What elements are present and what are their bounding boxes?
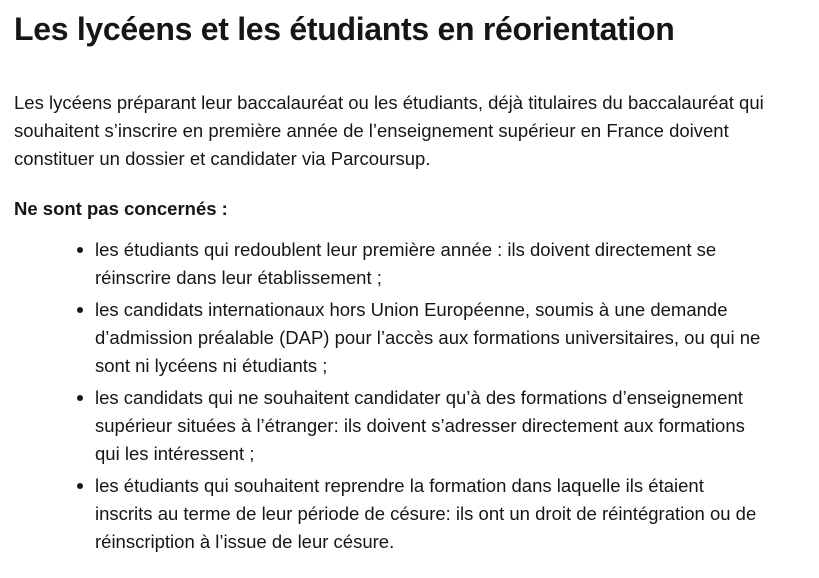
subheading: Ne sont pas concernés :: [14, 198, 228, 219]
intro-line: souhaitent s’inscrire en première année de l’enseignement supérieur en France doivent: [14, 120, 729, 141]
list-item: [95, 384, 807, 468]
list-item: [95, 296, 807, 380]
list-item-line: les candidats internationaux hors Union Européenne, soumis à une demande: [95, 299, 728, 320]
page-title: Les lycéens et les étudiants en réorientation: [14, 11, 675, 47]
list-item-line: inscrits au terme de leur période de césure: ils ont un droit de réintégration ou de: [95, 503, 757, 524]
bullet-icon: [77, 247, 83, 253]
list-item-line: les étudiants qui redoublent leur première année : ils doivent directement se: [95, 239, 717, 260]
list-item-line: réinscription à l’issue de leur césure.: [95, 531, 395, 552]
list-item: [95, 236, 807, 292]
list-item-line: réinscrire dans leur établissement ;: [95, 267, 382, 288]
bullet-icon: [77, 395, 83, 401]
list-item-line: qui les intéressent ;: [95, 443, 255, 464]
intro-line: Les lycéens préparant leur baccalauréat ou les étudiants, déjà titulaires du baccalauréat qui: [14, 92, 764, 113]
list-item: [95, 472, 807, 556]
list-item-line: supérieur situées à l’étranger: ils doivent s’adresser directement aux formations: [95, 415, 745, 436]
bullet-icon: [77, 483, 83, 489]
list-item-line: sont ni lycéens ni étudiants ;: [95, 355, 328, 376]
list-item-line: les candidats qui ne souhaitent candidater qu’à des formations d’enseignement: [95, 387, 743, 408]
list-item-line: les étudiants qui souhaitent reprendre la formation dans laquelle ils étaient: [95, 475, 704, 496]
intro-paragraph: [14, 89, 807, 173]
exclusions-list: [14, 236, 807, 556]
bullet-icon: [77, 307, 83, 313]
list-item-line: d’admission préalable (DAP) pour l’accès aux formations universitaires, ou qui ne: [95, 327, 761, 348]
intro-line: constituer un dossier et candidater via Parcoursup.: [14, 148, 431, 169]
